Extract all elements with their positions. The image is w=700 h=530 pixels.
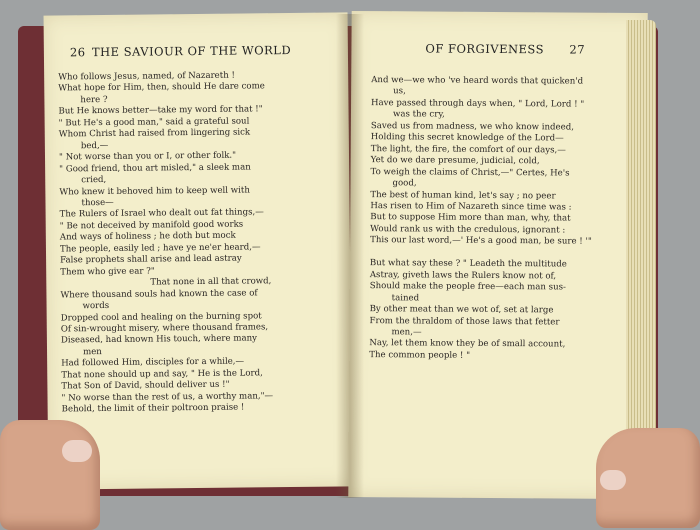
poem-line: From the thraldom of those laws that fetter [369,315,560,327]
poem-line: Had followed Him, disciples for a while,— [61,356,245,369]
poem-line: And ways of holiness ; he doth but mock [59,230,236,243]
right-thumbnail [600,470,626,490]
poem-line: " Not worse than you or I, or other folk." [58,150,237,163]
running-head-left: THE SAVIOUR OF THE WORLD [91,43,292,60]
poem-line: Holding this secret knowledge of the Lord— [370,132,564,144]
poem-line: This our last word,—' He's a good man, be sure ! '" [370,235,592,247]
page-number-left: 26 [69,45,86,60]
poem-line: But to suppose Him more than man, why, that [370,212,571,224]
poem-line: That none in all that crowd, [150,276,272,288]
left-page [44,12,353,489]
poem-line: here ? [80,94,108,106]
poem-line: That Son of David, should deliver us !" [61,379,230,392]
poem-line: The light, the fire, the comfort of our days,— [370,143,566,156]
poem-line: men [82,346,102,358]
poem-line: Astray, giveth laws the Rulers know not of, [369,269,557,282]
page-number-right: 27 [569,42,586,57]
poem-line: But He knows better—take my word for that !" [58,104,263,117]
poem-line: But what say these ? " Leadeth the multitude [369,258,567,270]
poem-line: The best of human kind, let's say ; no peer [370,189,556,201]
poem-line: By other meat than we wot of, set at large [369,304,554,316]
poem-line: good, [392,178,417,189]
poem-line: us, [393,86,406,97]
poem-line: False prophets shall arise and lead astray [60,253,242,266]
poem-line: Dropped cool and healing on the burning spot [60,310,262,323]
poem-line: was the cry, [392,109,445,120]
poem-line: " Be not deceived by manifold good works [59,219,244,232]
poem-line: Has risen to Him of Nazareth since time was : [370,201,572,213]
poem-line: tained [391,292,420,304]
poem-line: bed,— [80,140,109,151]
poem-line: Where thousand souls had known the case of [60,287,258,301]
page-edges [626,20,656,490]
poem-line: The common people ! " [369,349,471,361]
poem-line: And we—we who 've heard words that quicken'd [371,75,584,87]
left-thumbnail [62,440,92,462]
poem-line: men,— [391,327,422,338]
poem-line: " Good friend, thou art misled," a sleek man [59,162,251,175]
running-head-right: OF FORGIVENESS [425,41,545,57]
poem-line: those— [81,197,114,209]
book-gutter [336,14,364,498]
poem-line: The Rulers of Israel who dealt out fat things,— [59,207,264,220]
poem-line: Diseased, had known His touch, where many [60,333,258,346]
poem-line: Of sin-wrought misery, where thousand frames, [60,322,269,335]
poem-line: Saved us from madness, we who know indeed, [370,120,574,133]
poem-line: " No worse than the rest of us, a worthy man,"— [61,390,274,404]
poem-line: Who follows Jesus, named, of Nazareth ! [58,70,235,83]
poem-line: To weigh the claims of Christ,—" Certes, He's [370,166,570,179]
poem-line: The people, easily led ; have ye ne'er heard,— [59,242,261,255]
poem-line: Have passed through days when, " Lord, Lord ! " [371,98,585,110]
poem-line: Who knew it behoved him to keep well with [59,184,250,197]
left-thumb [0,420,100,530]
right-page [348,11,647,499]
poem-line: " But He's a good man," said a grateful soul [58,116,250,129]
poem-line: Should make the people free—each man sus- [369,281,566,293]
poem-lines-left [58,70,342,417]
poem-lines-right [369,75,633,363]
poem-line: That none should up and say, " He is the Lord, [61,368,263,381]
poem-line: Them who give ear ?" [60,266,155,278]
poem-line: cried, [81,175,107,186]
poem-line: words [82,300,110,312]
poem-line: What hope for Him, then, should He dare come [58,81,265,94]
poem-line: Whom Christ had raised from lingering sick [58,127,251,140]
poem-line: Yet do we dare presume, judicial, cold, [370,155,540,167]
poem-line: Nay, let them know they be of small account, [369,338,566,350]
poem-line: Would rank us with the credulous, ignorant : [370,223,566,236]
poem-line: Behold, the limit of their poltroon praise ! [61,402,245,415]
